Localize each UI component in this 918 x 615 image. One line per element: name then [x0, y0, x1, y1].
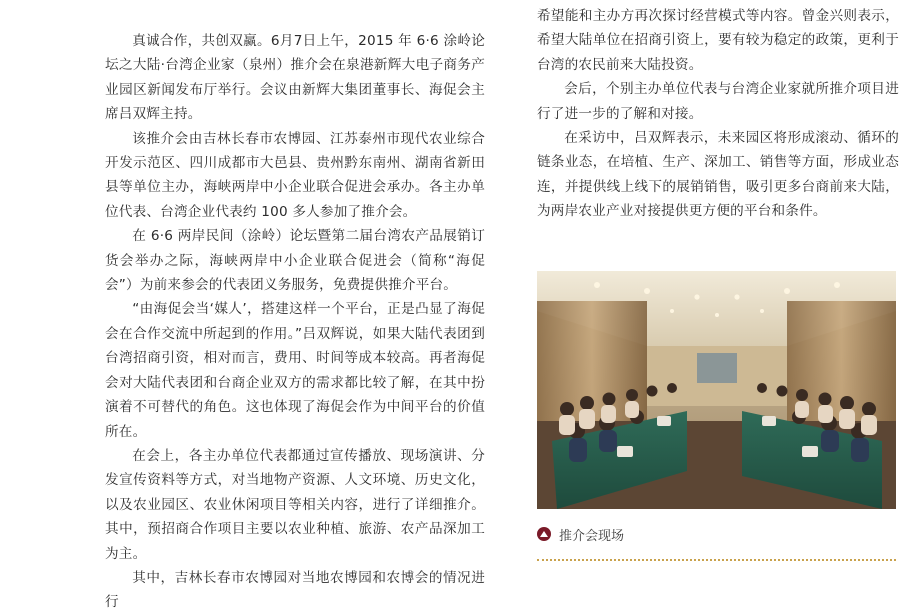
dotted-divider: [537, 559, 896, 561]
article-right-column: [537, 4, 899, 224]
article-left-column: [105, 29, 485, 615]
paragraph-5: 在会上，各主办单位代表都通过宣传播放、现场演讲、分发宣传资料等方式，对当地物产资源、人文环境、历史文化，以及农业园区、农业休闲项目等相关内容，进行了详细推介。其中，预招商合作项目主要以农业种植、旅游、农产品深加工为主。: [105, 447, 485, 562]
paragraph-3: 在 6·6 两岸民间（涂岭）论坛暨第二届台湾农产品展销订货会举办之际，海峡两岸中小企业联合促进会（简称“海促会”）为前来参会的代表团义务服务，免费提供推介平台。: [105, 228, 485, 294]
conference-photo-illustration: [537, 271, 896, 509]
paragraph-9: 在采访中，吕双辉表示，未来园区将形成滚动、循环的链条业态，在培植、生产、深加工、销售等方面，形成业态连，并提供线上线下的展销销售，吸引更多台商前来大陆，为两岸农业产业对接提供更方便的平台和条件。: [537, 130, 899, 220]
paragraph-1: 真诚合作，共创双赢。6月7日上午，2015 年 6·6 涂岭论坛之大陆·台湾企业家（泉州）推介会在泉港新辉大电子商务产业园区新闻发布厅举行。会议由新辉大集团董事长、海促会主席吕双辉主持。: [105, 33, 485, 123]
conference-photo: [537, 271, 896, 509]
chevron-up-circle-icon: [537, 527, 551, 541]
paragraph-6: 其中，吉林长春市农博园对当地农博园和农博会的情况进行: [105, 569, 485, 611]
paragraph-4: “由海促会当‘媒人’，搭建这样一个平台，正是凸显了海促会在合作交流中所起到的作用。”吕双辉说，如果大陆代表团到台湾招商引资，相对而言，费用、时间等成本较高。再者海促会对大陆代表团和台商企业双方的需求都比较了解，在其中扮演着不可替代的角色。这也体现了海促会作为中间平台的价值所在。: [105, 301, 485, 440]
photo-caption-text: 推介会现场: [559, 528, 625, 544]
photo-caption: [537, 524, 624, 544]
paragraph-continued: 希望能和主办方再次探讨经营模式等内容。曾金兴则表示，希望大陆单位在招商引资上，要有较为稳定的政策，更利于台湾的农民前来大陆投资。: [537, 8, 899, 73]
paragraph-8: 会后，个别主办单位代表与台湾企业家就所推介项目进行了进一步的了解和对接。: [537, 81, 899, 122]
paragraph-2: 该推介会由吉林长春市农博园、江苏泰州市现代农业综合开发示范区、四川成都市大邑县、贵州黔东南州、湖南省新田县等单位主办，海峡两岸中小企业联合促进会承办。各主办单位代表、台湾企业代表约 100 多人参加了推介会。: [105, 130, 485, 220]
